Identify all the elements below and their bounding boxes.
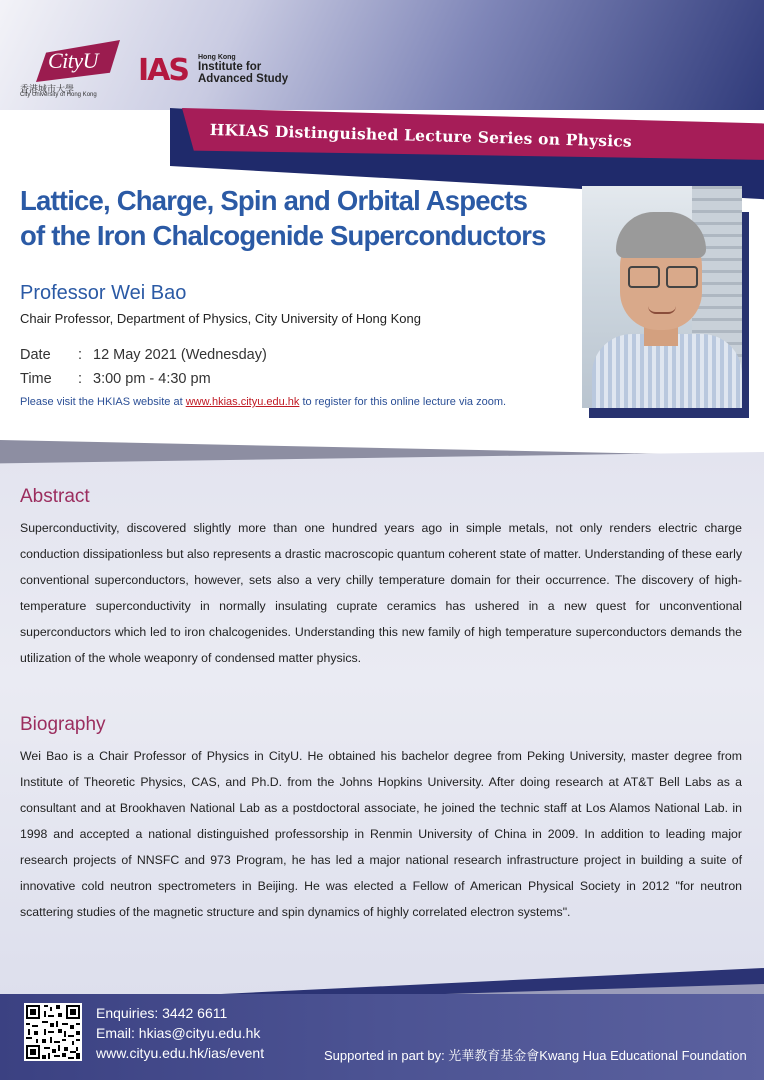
abstract-heading: Abstract	[20, 486, 90, 507]
photo-glasses-left	[628, 266, 660, 288]
photo-glasses-right	[666, 266, 698, 288]
biography-heading: Biography	[20, 714, 106, 735]
speaker-position: Chair Professor, Department of Physics, City University of Hong Kong	[20, 311, 421, 326]
cityu-logo-english: City University of Hong Kong	[20, 92, 97, 98]
cityu-logo	[18, 34, 130, 100]
time-row	[20, 371, 211, 387]
lecture-title-line1: Lattice, Charge, Spin and Orbital Aspects	[20, 185, 528, 216]
ias-logo-line1: Institute for	[198, 61, 262, 73]
lecture-title-line2: of the Iron Chalcogenide Superconductors	[20, 220, 546, 251]
register-suffix: to register for this online lecture via zoom.	[299, 396, 507, 408]
footer-website[interactable]: www.cityu.edu.hk/ias/event	[96, 1045, 265, 1061]
date-label: Date	[20, 347, 51, 363]
register-prefix: Please visit the HKIAS website at	[20, 396, 186, 408]
date-separator: :	[78, 347, 83, 363]
footer-email[interactable]: Email: hkias@cityu.edu.hk	[96, 1025, 261, 1041]
qr-code-graphic	[24, 1003, 82, 1061]
register-note	[20, 396, 506, 408]
time-label: Time	[20, 371, 52, 387]
cityu-logo-chinese: 香港城市大學	[20, 84, 75, 94]
ias-logo	[138, 52, 308, 92]
speaker-name: Professor Wei Bao	[20, 282, 187, 304]
series-banner-text: HKIAS Distinguished Lecture Series on Physics	[209, 120, 633, 151]
ias-logo-mark: IAS	[138, 53, 188, 88]
footer-support: Supported in part by: 光華教育基金會Kwang Hua Educational Foundation	[324, 1048, 747, 1063]
lecture-title	[20, 183, 580, 253]
date-value: 12 May 2021 (Wednesday)	[93, 347, 267, 363]
register-link[interactable]: www.hkias.cityu.edu.hk	[185, 396, 300, 408]
date-row	[20, 347, 267, 363]
ias-logo-name	[198, 61, 288, 85]
cityu-logo-word: CityU	[48, 48, 99, 73]
footer-enquiries: Enquiries: 3442 6611	[96, 1005, 228, 1021]
biography-text: Wei Bao is a Chair Professor of Physics in CityU. He obtained his bachelor degree from Peking University, master degree from Institute of Theoretic Physics, CAS, and Ph.D. from the Johns Hopkins University. After doing research at AT&T Bell Labs as a consultant and at Brookhaven National Lab as a postdoctoral associate, he joined the technic staff at Los Alamos National Lab. in 1998 and accepted a national distinguished professorship in Renmin University of China in 2009. In addition to leading major research projects of NNSFC and 973 Program, he has led a major national research infrastructure project in building a suite of innovative cold neutron spectrometers in Beijing. He was elected a Fellow of American Physical Society in 2012 "for neutron scattering studies of the magnetic structure and spin dynamics of highly correlated electron systems".	[20, 749, 742, 919]
ias-logo-small-text: Hong Kong	[198, 54, 236, 61]
speaker-photo	[582, 186, 742, 408]
photo-mouth	[648, 306, 676, 314]
ias-logo-line2: Advanced Study	[198, 73, 289, 85]
time-separator: :	[78, 371, 83, 387]
abstract-text: Superconductivity, discovered slightly more than one hundred years ago in simple metals, not only renders electric charge conduction dissipationless but also represents a drastic macroscopic quantum coherent state of matter. Understanding of these early conventional superconductors, however, sets also a very chilly temperature domain for their occurrence. The discovery of high-temperature superconductivity in normally insulating cuprate ceramics has ushered in a new quest for unconventional superconductors which led to iron chalcogenides. Understanding this new family of high temperature superconductors demands the utilization of the whole weaponry of condensed matter physics.	[20, 521, 742, 665]
time-value: 3:00 pm - 4:30 pm	[93, 371, 211, 387]
qr-code-icon[interactable]	[24, 1003, 82, 1061]
